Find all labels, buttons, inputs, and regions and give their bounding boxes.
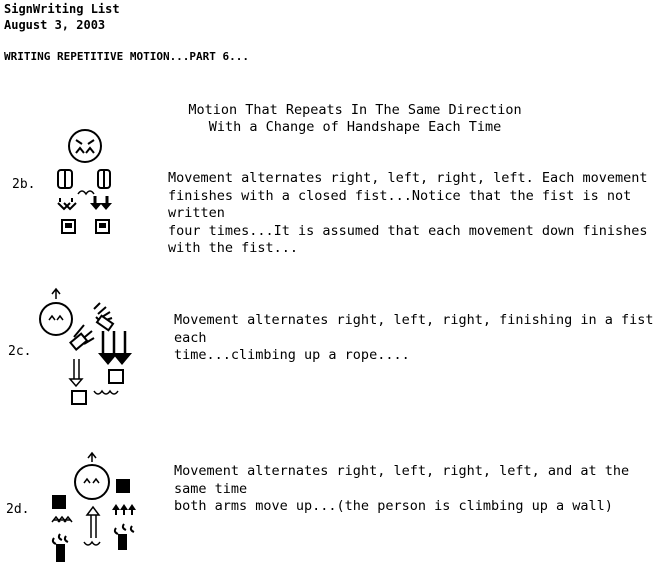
example-description-2b: Movement alternates right, left, right, left. Each movement finishes with a closed fist...Notice that the fist is not written four times...It is assumed that each movement down finishes with the fist... <box>168 170 648 256</box>
section-title <box>180 102 530 136</box>
example-description-2c: Movement alternates right, left, right, finishing in a fist each time...climbing up a rope.... <box>174 312 654 363</box>
signwriting-symbol-2d <box>46 450 146 566</box>
example-label-2b: 2b. <box>12 177 36 192</box>
post-date: August 3, 2003 <box>4 18 106 32</box>
list-name: SignWriting List <box>4 2 120 16</box>
post-subject: WRITING REPETITIVE MOTION...PART 6... <box>4 50 250 63</box>
example-label-2c: 2c. <box>8 344 32 359</box>
example-description-2d: Movement alternates right, left, right, left, and at the same time both arms move up...(the person is climbing up a wall) <box>174 463 630 514</box>
example-label-2d: 2d. <box>6 502 30 517</box>
section-title-line-2: With a Change of Handshape Each Time <box>208 119 502 135</box>
signwriting-symbol-2b <box>52 126 122 238</box>
section-title-line-1: Motion That Repeats In The Same Direction <box>188 102 522 118</box>
signwriting-symbol-2c <box>36 287 136 407</box>
